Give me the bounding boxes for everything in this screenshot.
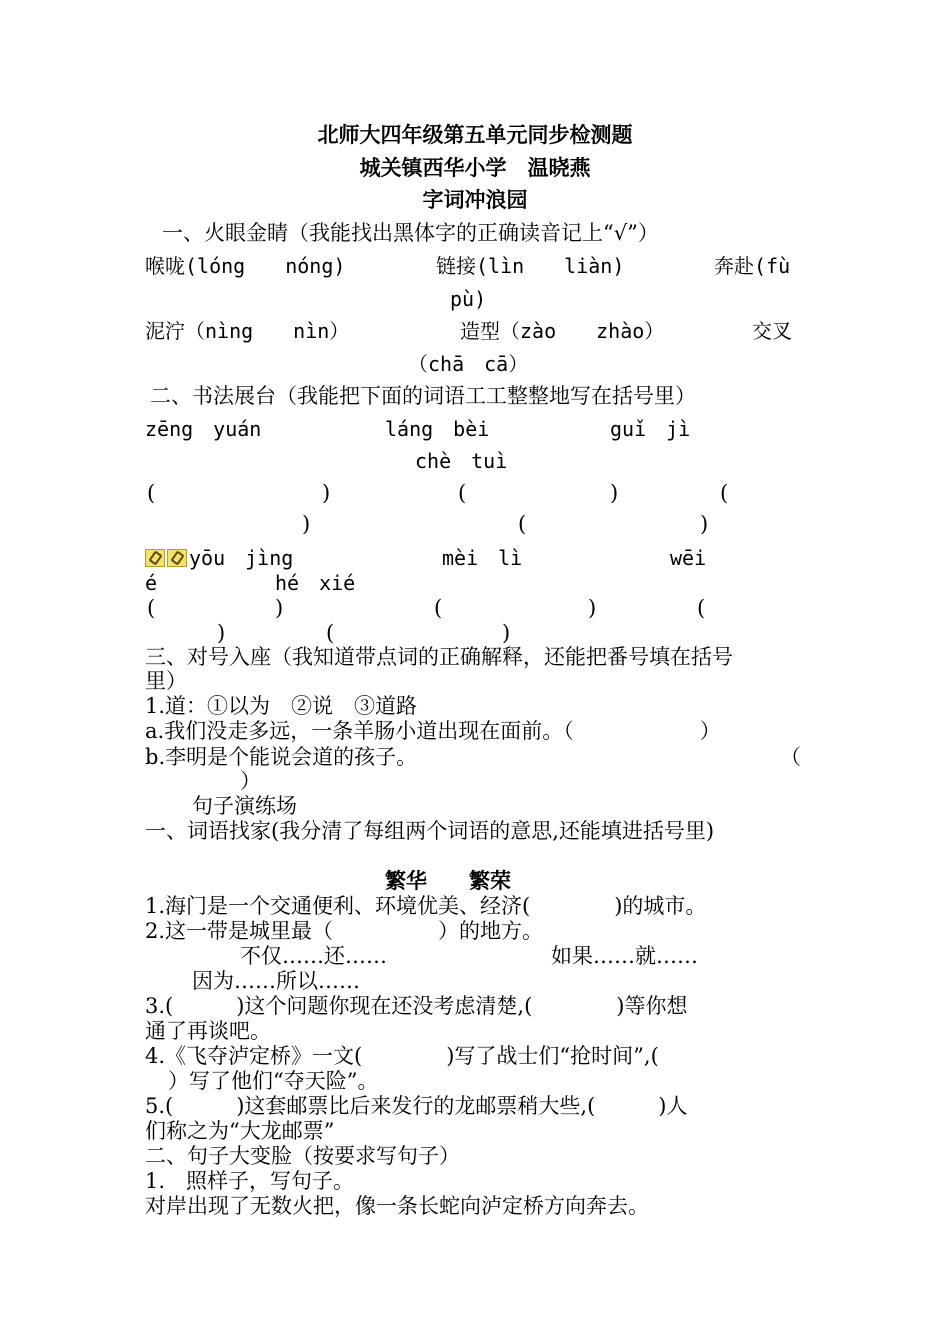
s1-item-jiaocha-cont: （chā cā） <box>408 352 529 376</box>
s3-question-1: 1.道：①以为 ②说 ③道路 <box>145 694 418 718</box>
answer-bracket[interactable]: ) <box>217 621 226 645</box>
answer-bracket[interactable]: ( <box>697 596 706 620</box>
s1-item-houlong: 喉咙(lóng nóng) <box>145 254 346 278</box>
word-pair-2b: 如果……就…… <box>551 944 698 968</box>
s1-item-zaoxing: 造型（zào zhào） <box>460 319 665 343</box>
answer-bracket[interactable]: ( <box>434 596 443 620</box>
word-pair-2a: 不仅……还…… <box>240 944 387 968</box>
marker-icon <box>145 549 165 567</box>
fill-sentence-3-cont: 通了再谈吧。 <box>145 1019 271 1043</box>
fill-sentence-4-cont: ）写了他们“夺天险”。 <box>168 1069 379 1093</box>
fill-sentence-2: 2.这一带是城里最（ ）的地方。 <box>145 919 544 943</box>
example-sentence: 对岸出现了无数火把，像一条长蛇向泸定桥方向奔去。 <box>145 1194 649 1218</box>
s2-pinyin-7-cont: é <box>145 571 158 595</box>
fill-sentence-5: 5.( )这套邮票比后来发行的龙邮票稍大些,( )人 <box>145 1094 688 1118</box>
answer-bracket[interactable]: ) <box>502 621 511 645</box>
word-pair-2c: 因为……所以…… <box>192 969 360 993</box>
fill-sentence-3: 3.( )这个问题你现在还没考虑清楚,( )等你想 <box>145 994 688 1018</box>
s2-pinyin-2: láng bèi <box>385 417 490 441</box>
author-line: 城关镇西华小学 温晓燕 <box>359 155 591 180</box>
s1-item-benfu: 奔赴(fù <box>714 254 791 278</box>
s1-item-lianjie: 链接(lìn liàn) <box>436 254 625 278</box>
marker-icon <box>167 549 187 567</box>
part-title-sentences: 句子演练场 <box>192 794 297 818</box>
section3-heading-cont: 里） <box>145 669 187 693</box>
answer-bracket[interactable]: ) <box>302 512 311 536</box>
page-title: 北师大四年级第五单元同步检测题 <box>317 122 633 147</box>
s2-pinyin-5: yōu jìng <box>189 546 294 570</box>
fill-sentence-5-cont: 们称之为“大龙邮票” <box>145 1119 335 1143</box>
s2-pinyin-7: wēi <box>670 546 707 570</box>
s2-pinyin-5-row <box>145 545 293 571</box>
s1-item-ningning: 泥泞（nìng nìn） <box>145 319 350 343</box>
s2-pinyin-3: guǐ jì <box>610 417 691 441</box>
answer-bracket[interactable]: ) <box>700 512 709 536</box>
answer-bracket[interactable]: ( <box>147 596 156 620</box>
answer-bracket[interactable]: ( <box>458 481 467 505</box>
section3-heading: 三、对号入座（我知道带点词的正确解释，还能把番号填在括号 <box>145 645 733 669</box>
answer-bracket[interactable]: ) <box>588 596 597 620</box>
section2-heading: 二、书法展台（我能把下面的词语工工整整地写在括号里） <box>150 384 696 408</box>
s1-item-jiaocha: 交叉 <box>752 319 792 343</box>
fill-sentence-4: 4.《飞夺泸定桥》一文( )写了战士们“抢时间”,( <box>145 1044 659 1068</box>
answer-bracket[interactable]: ) <box>322 481 331 505</box>
section1-heading: 一、火眼金睛（我能找出黑体字的正确读音记上“√”） <box>162 221 659 245</box>
word-pair-1: 繁华 繁荣 <box>385 868 511 893</box>
answer-bracket[interactable]: （ <box>780 745 801 769</box>
part2-section2-heading: 二、句子大变脸（按要求写句子） <box>145 1144 460 1168</box>
fill-sentence-1: 1.海门是一个交通便利、环境优美、经济( )的城市。 <box>145 894 707 918</box>
part-title-words: 字词冲浪园 <box>422 187 528 212</box>
s2-pinyin-1: zēng yuán <box>145 417 262 441</box>
s2-pinyin-8: hé xié <box>275 571 356 595</box>
s2-pinyin-6: mèi lì <box>442 546 523 570</box>
s1-item-benfu-cont: pù) <box>450 287 487 311</box>
answer-bracket[interactable]: ( <box>147 481 156 505</box>
answer-bracket[interactable]: ) <box>275 596 284 620</box>
answer-bracket[interactable]: ( <box>518 512 527 536</box>
answer-bracket[interactable]: ） <box>240 769 261 793</box>
answer-bracket[interactable]: ( <box>720 481 729 505</box>
s3-sentence-b: b.李明是个能说会道的孩子。 <box>145 745 418 769</box>
s2-pinyin-4: chè tuì <box>415 449 508 473</box>
s3-sentence-a: a.我们没走多远，一条羊肠小道出现在面前。（ ） <box>145 719 721 743</box>
answer-bracket[interactable]: ) <box>610 481 619 505</box>
answer-bracket[interactable]: ( <box>326 621 335 645</box>
rewrite-instruction: 1. 照样子，写句子。 <box>145 1169 355 1193</box>
part2-section1-heading: 一、词语找家(我分清了每组两个词语的意思,还能填进括号里) <box>145 819 715 843</box>
